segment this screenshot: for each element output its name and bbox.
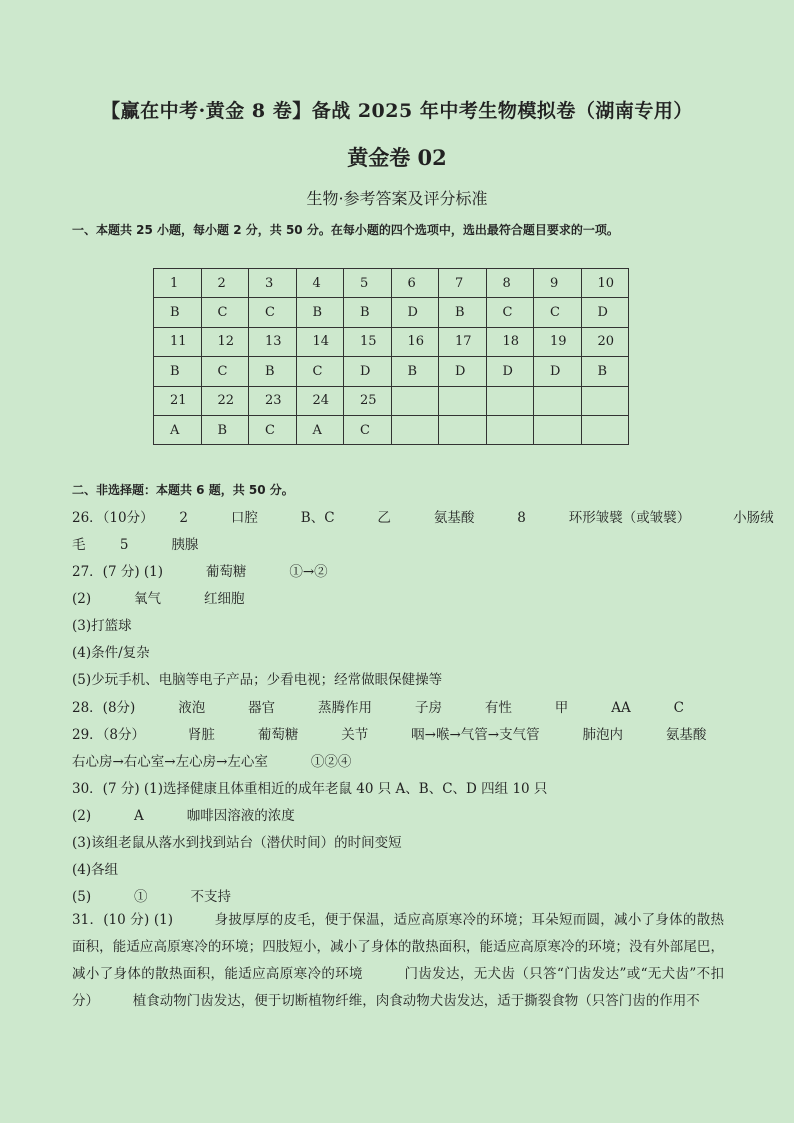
table-cell bbox=[486, 386, 534, 415]
table-row bbox=[154, 327, 629, 356]
answer-line: (3)该组老鼠从落水到找到站台（潜伏时间）的时间变短 bbox=[72, 835, 402, 851]
part1-instruction: 一、本题共 25 小题，每小题 2 分，共 50 分。在每小题的四个选项中，选出最符合题目要求的一项。 bbox=[72, 223, 619, 237]
table-cell: 6 bbox=[391, 269, 439, 298]
table-cell: 8 bbox=[486, 269, 534, 298]
answer-line: (5) ① 不支持 bbox=[72, 889, 231, 905]
table-cell: D bbox=[486, 357, 534, 386]
section-heading: 生物·参考答案及评分标准 bbox=[306, 189, 488, 208]
table-cell: 7 bbox=[439, 269, 487, 298]
table-cell: 24 bbox=[296, 386, 344, 415]
table-cell: 1 bbox=[154, 269, 202, 298]
answer-line: 右心房→右心室→左心房→左心室 ①②④ bbox=[72, 754, 352, 770]
table-cell bbox=[486, 415, 534, 444]
table-cell bbox=[534, 386, 582, 415]
table-cell: 16 bbox=[391, 327, 439, 356]
table-cell bbox=[581, 415, 629, 444]
table-cell bbox=[391, 386, 439, 415]
answer-line: (5)少玩手机、电脑等电子产品；少看电视；经常做眼保健操等 bbox=[72, 672, 443, 688]
answer-line: 28．(8分) 液泡 器官 蒸腾作用 子房 有性 甲 AA C bbox=[72, 700, 684, 716]
table-cell: 17 bbox=[439, 327, 487, 356]
table-cell: B bbox=[154, 298, 202, 327]
answer-line: 26．（10分） 2 口腔 B、C 乙 氨基酸 8 环形皱襞（或皱襞） 小肠绒 bbox=[72, 510, 774, 526]
table-cell: C bbox=[249, 298, 297, 327]
table-cell: A bbox=[296, 415, 344, 444]
table-cell: C bbox=[534, 298, 582, 327]
table-cell bbox=[581, 386, 629, 415]
table-cell: B bbox=[154, 357, 202, 386]
table-cell: 5 bbox=[344, 269, 392, 298]
table-cell: 14 bbox=[296, 327, 344, 356]
table-cell: B bbox=[391, 357, 439, 386]
table-row bbox=[154, 357, 629, 386]
table-cell bbox=[439, 386, 487, 415]
table-cell: C bbox=[486, 298, 534, 327]
table-cell: 18 bbox=[486, 327, 534, 356]
answer-line: (2) A 咖啡因溶液的浓度 bbox=[72, 808, 295, 824]
table-cell: D bbox=[344, 357, 392, 386]
table-row bbox=[154, 269, 629, 298]
table-cell: 22 bbox=[201, 386, 249, 415]
table-cell: 23 bbox=[249, 386, 297, 415]
table-cell: D bbox=[391, 298, 439, 327]
table-cell: 19 bbox=[534, 327, 582, 356]
part2-instruction: 二、非选择题：本题共 6 题，共 50 分。 bbox=[72, 483, 294, 497]
table-cell: 25 bbox=[344, 386, 392, 415]
answer-line: (3)打篮球 bbox=[72, 618, 132, 634]
table-row bbox=[154, 298, 629, 327]
table-row bbox=[154, 415, 629, 444]
table-cell: B bbox=[439, 298, 487, 327]
table-cell: B bbox=[581, 357, 629, 386]
answer-line: 30．(7 分) (1)选择健康且体重相近的成年老鼠 40 只 A、B、C、D 四组 10 只 bbox=[72, 781, 548, 797]
table-cell: 9 bbox=[534, 269, 582, 298]
table-cell bbox=[534, 415, 582, 444]
table-row bbox=[154, 386, 629, 415]
table-cell: B bbox=[249, 357, 297, 386]
table-cell bbox=[439, 415, 487, 444]
table-cell: C bbox=[344, 415, 392, 444]
table-cell: D bbox=[581, 298, 629, 327]
table-cell: B bbox=[296, 298, 344, 327]
answer-table bbox=[153, 268, 629, 445]
table-cell: A bbox=[154, 415, 202, 444]
table-cell: B bbox=[344, 298, 392, 327]
table-cell: 21 bbox=[154, 386, 202, 415]
table-cell: 4 bbox=[296, 269, 344, 298]
answer-line: 毛 5 胰腺 bbox=[72, 537, 199, 553]
answer-line: 27．(7 分) (1) 葡萄糖 ①→② bbox=[72, 564, 328, 580]
table-cell: 20 bbox=[581, 327, 629, 356]
table-cell: C bbox=[201, 298, 249, 327]
answer-line: (4)各组 bbox=[72, 862, 119, 878]
exam-title: 【赢在中考·黄金 8 卷】备战 2025 年中考生物模拟卷（湖南专用） bbox=[101, 100, 693, 122]
table-cell: 11 bbox=[154, 327, 202, 356]
table-cell: 12 bbox=[201, 327, 249, 356]
table-cell: C bbox=[296, 357, 344, 386]
table-cell: 15 bbox=[344, 327, 392, 356]
table-cell: 3 bbox=[249, 269, 297, 298]
table-cell: D bbox=[534, 357, 582, 386]
q31-answer: 31．(10 分) (1) 身披厚厚的皮毛，便于保温，适应高原寒冷的环境；耳朵短而圆，减小了身体的散热面积，能适应高原寒冷的环境；四肢短小，减小了身体的散热面积，能适应高原寒冷的环境；没有外部尾巴，减小了身体的散热面积，能适应高原寒冷的环境 门齿发达，无犬齿（只答“门齿发达”或“无犬齿”不扣分） 植食动物门齿发达，便于切断植物纤维，肉食动物犬齿发达，适于撕裂食物（只答门齿的作用不 bbox=[72, 912, 724, 1009]
answer-line: (4)条件/复杂 bbox=[72, 645, 150, 661]
table-cell: C bbox=[249, 415, 297, 444]
exam-subtitle: 黄金卷 02 bbox=[347, 145, 447, 170]
table-cell: 2 bbox=[201, 269, 249, 298]
table-cell bbox=[391, 415, 439, 444]
table-cell: B bbox=[201, 415, 249, 444]
table-cell: D bbox=[439, 357, 487, 386]
table-cell: C bbox=[201, 357, 249, 386]
table-cell: 13 bbox=[249, 327, 297, 356]
table-cell: 10 bbox=[581, 269, 629, 298]
answer-line: 29．（8分） 肾脏 葡萄糖 关节 咽→喉→气管→支气管 肺泡内 氨基酸 bbox=[72, 727, 707, 743]
answer-line: (2) 氧气 红细胞 bbox=[72, 591, 245, 607]
